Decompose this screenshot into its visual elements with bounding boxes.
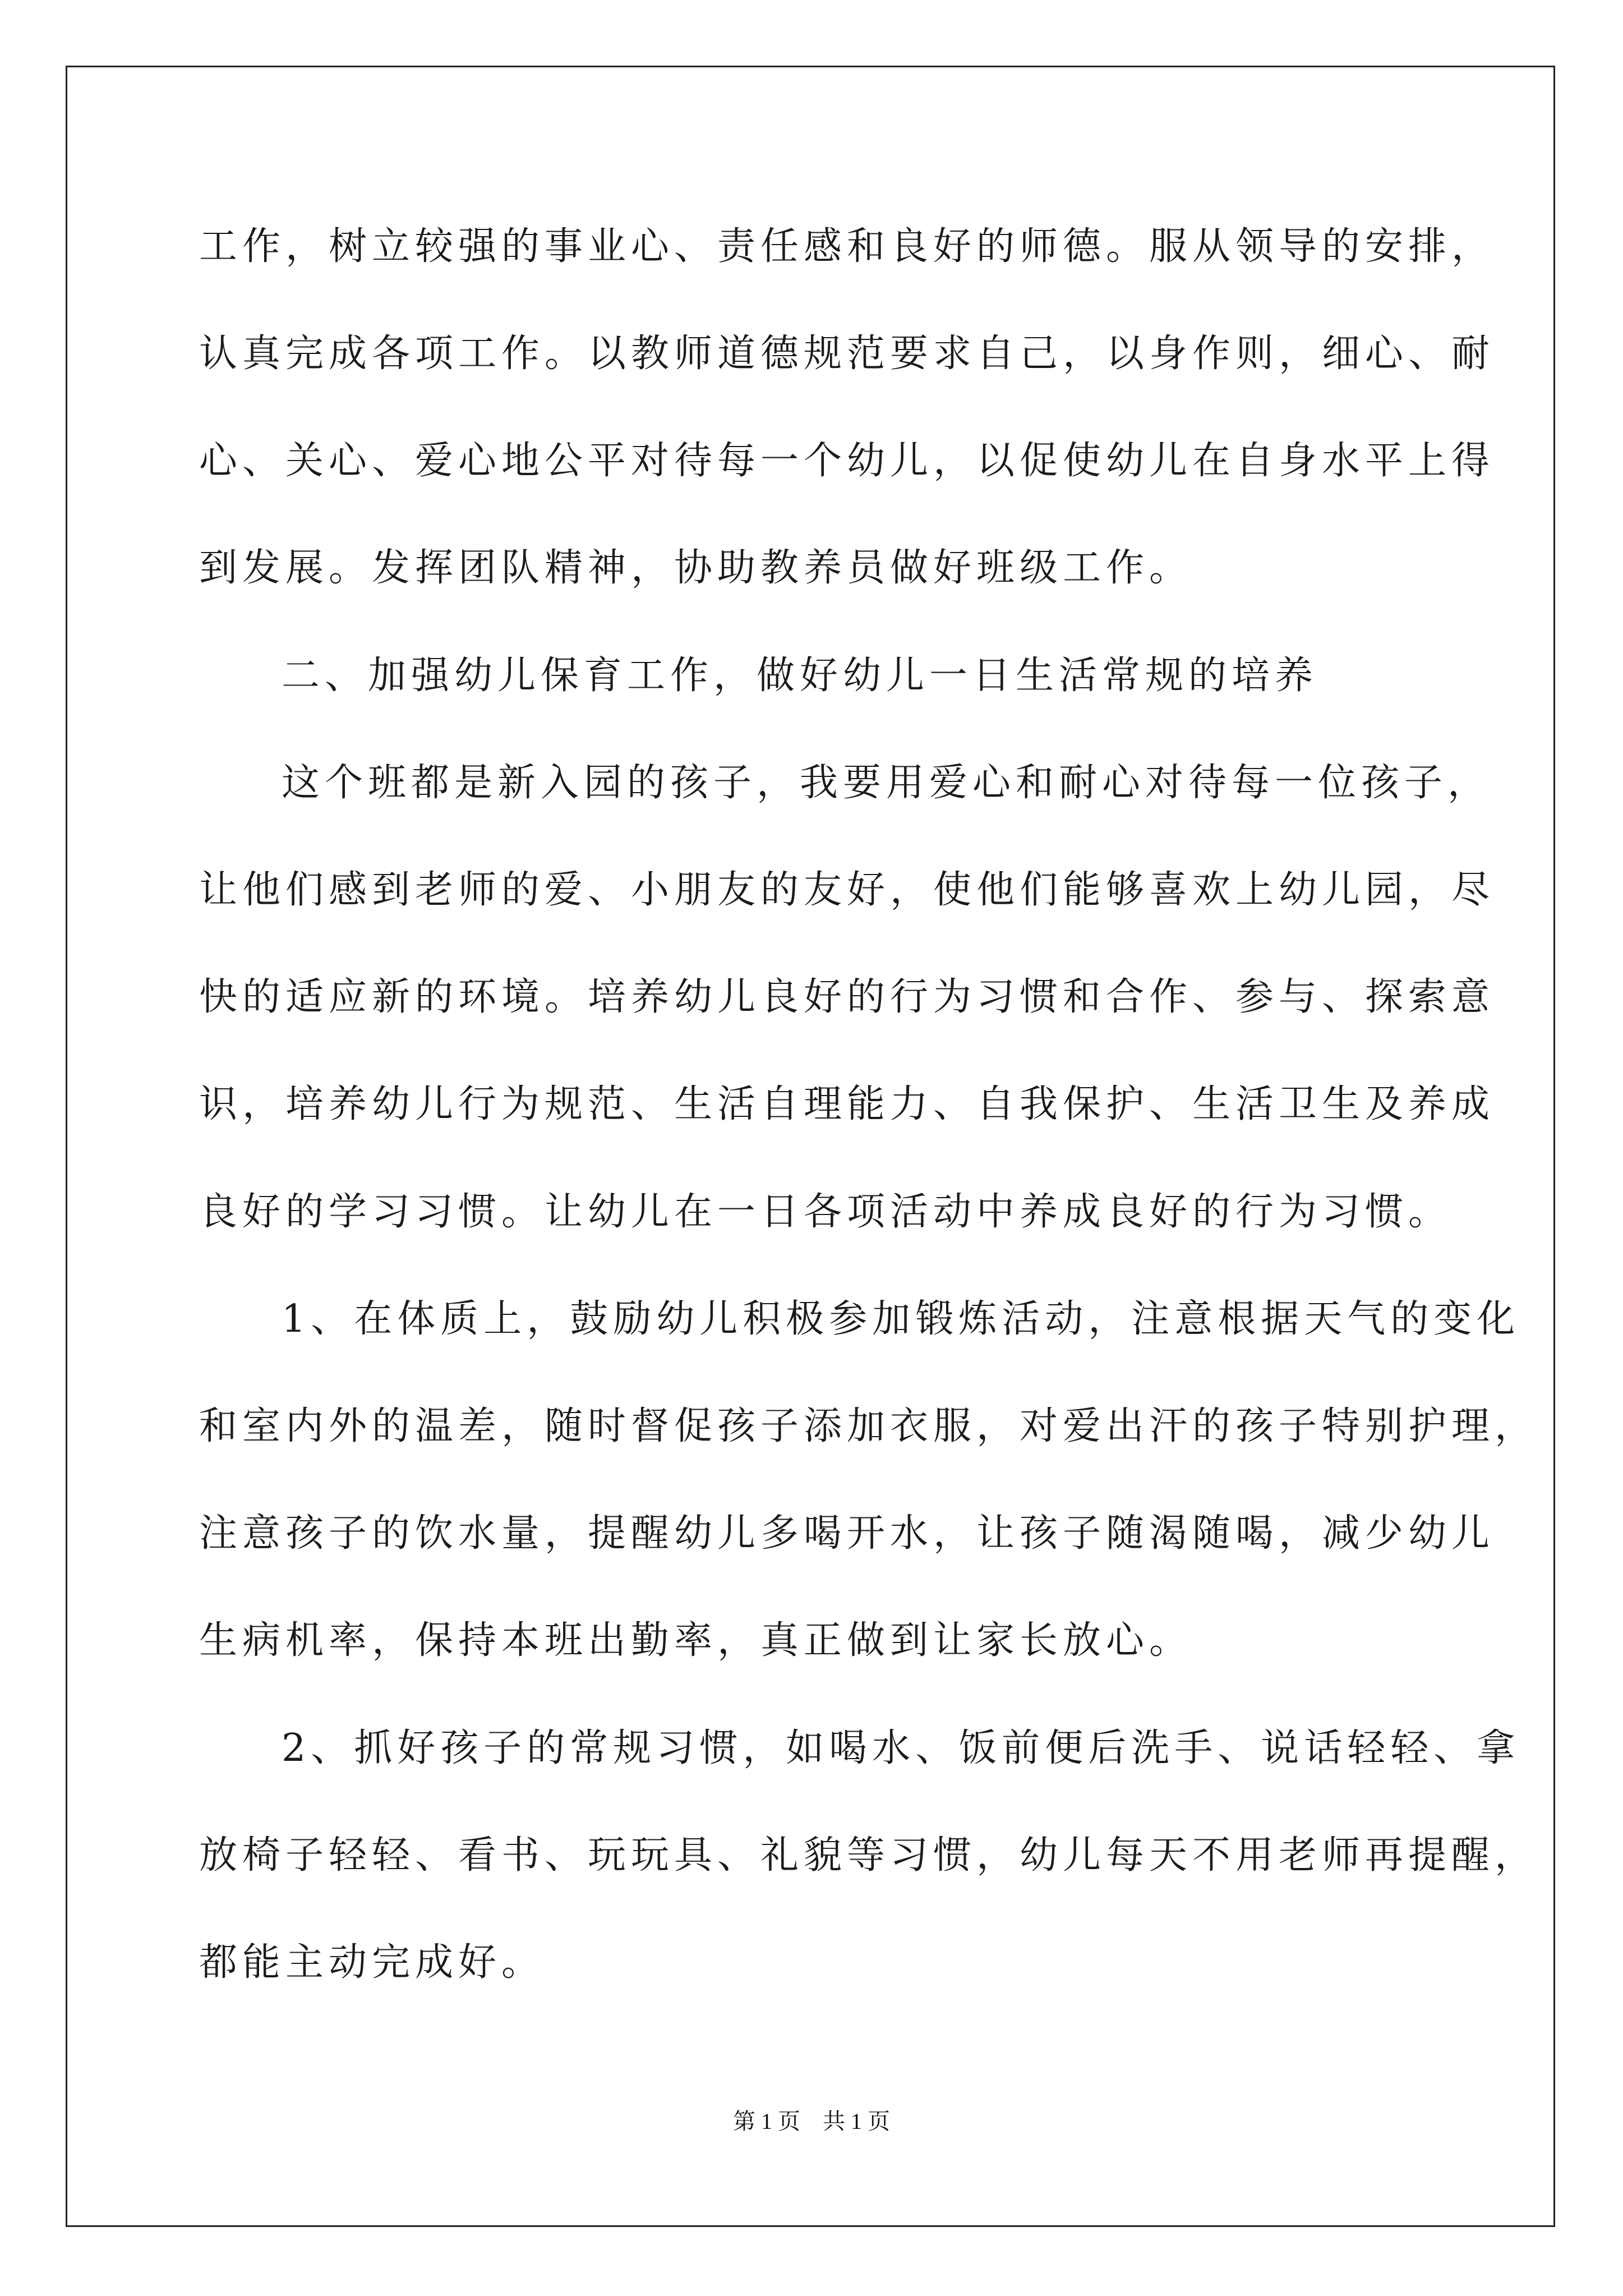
- paragraph-line: 心、关心、爱心地公平对待每一个幼儿，以促使幼儿在自身水平上得: [199, 439, 1495, 483]
- section-heading: 二、加强幼儿保育工作，做好幼儿一日生活常规的培养: [282, 654, 1318, 698]
- paragraph-line: 1、在体质上，鼓励幼儿积极参加锻炼活动，注意根据天气的变化: [282, 1297, 1520, 1341]
- page-number: 第 1 页: [733, 2109, 800, 2134]
- paragraph-line: 放椅子轻轻、看书、玩玩具、礼貌等习惯，幼儿每天不用老师再提醒，: [199, 1833, 1538, 1878]
- paragraph-line: 认真完成各项工作。以教师道德规范要求自己，以身作则，细心、耐: [199, 332, 1495, 376]
- paragraph-line: 生病机率，保持本班出勤率，真正做到让家长放心。: [199, 1618, 1193, 1663]
- paragraph-line: 识，培养幼儿行为规范、生活自理能力、自我保护、生活卫生及养成: [199, 1082, 1495, 1126]
- paragraph-line: 这个班都是新入园的孩子，我要用爱心和耐心对待每一位孩子，: [282, 761, 1491, 805]
- paragraph-line: 工作，树立较强的事业心、责任感和良好的师德。服从领导的安排，: [199, 224, 1495, 269]
- paragraph-line: 和室内外的温差，随时督促孩子添加衣服，对爱出汗的孩子特别护理，: [199, 1404, 1538, 1448]
- paragraph-line: 注意孩子的饮水量，提醒幼儿多喝开水，让孩子随渴随喝，减少幼儿: [199, 1511, 1495, 1556]
- page-total: 共 1 页: [823, 2109, 890, 2134]
- page-border: [66, 66, 1555, 2227]
- paragraph-line: 快的适应新的环境。培养幼儿良好的行为习惯和合作、参与、探索意: [199, 975, 1495, 1019]
- paragraph-line: 都能主动完成好。: [199, 1940, 545, 1985]
- page-footer: [0, 2105, 1623, 2138]
- paragraph-line: 良好的学习习惯。让幼儿在一日各项活动中养成良好的行为习惯。: [199, 1190, 1452, 1234]
- paragraph-line: 让他们感到老师的爱、小朋友的友好，使他们能够喜欢上幼儿园，尽: [199, 868, 1495, 912]
- paragraph-line: 到发展。发挥团队精神，协助教养员做好班级工作。: [199, 546, 1193, 590]
- paragraph-line: 2、抓好孩子的常规习惯，如喝水、饭前便后洗手、说话轻轻、拿: [282, 1726, 1520, 1770]
